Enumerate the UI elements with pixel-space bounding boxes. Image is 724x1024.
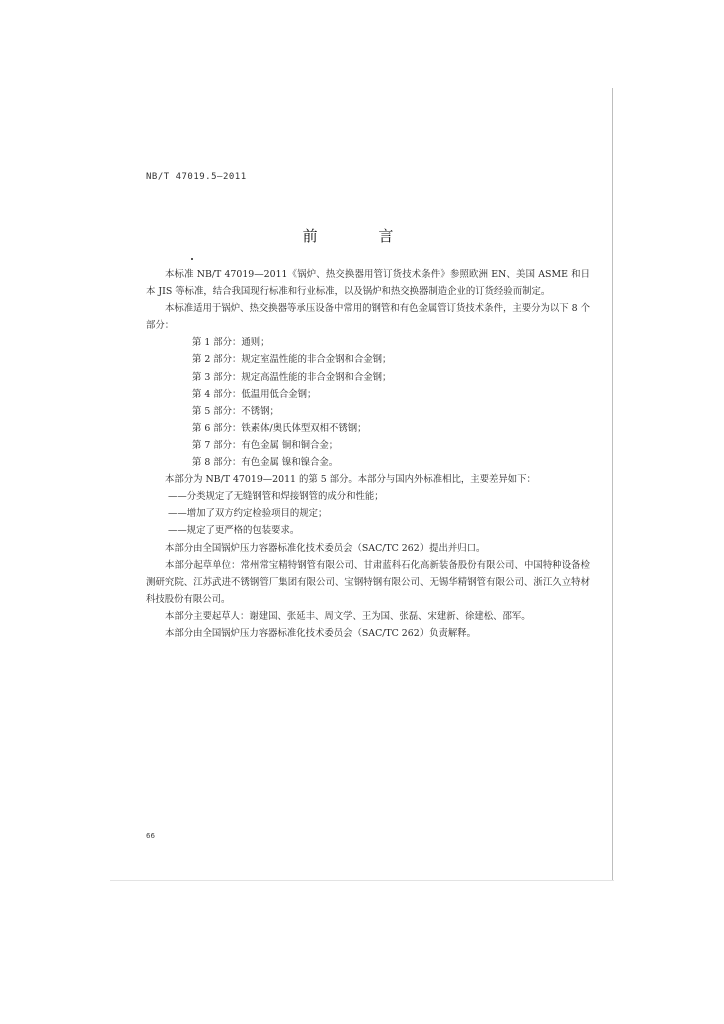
difference-item: ——分类规定了无缝钢管和焊接钢管的成分和性能；	[168, 491, 384, 503]
preface-body	[146, 266, 590, 642]
paragraph-drafters: 本部分主要起草人：谢建国、张延丰、周文学、王为国、张磊、宋建新、徐建松、邵军。	[165, 610, 531, 622]
paragraph-differences: 本部分为 NB/T 47019—2011 的第 5 部分。本部分与国内外标准相比，主要差异如下：	[165, 474, 536, 486]
part-item: 第 1 部分：通则；	[192, 337, 270, 349]
part-item: 第 3 部分：规定高温性能的非合金钢和合金钢；	[192, 371, 392, 383]
paragraph-intro: 本标准 NB/T 47019—2011《锅炉、热交换器用管订货技术条件》参照欧洲 EN、美国 ASME 和日本 JIS 等标准，结合我国现行标准和行业标准，以及锅炉和热交换器制造企业的订货经验而制定。	[146, 269, 590, 298]
paragraph-scope: 本标准适用于锅炉、热交换器等承压设备中常用的钢管和有色金属管订货技术条件，主要分为以下 8 个部分：	[146, 303, 590, 332]
page-edge-bottom	[110, 880, 614, 881]
page-number: 66	[146, 832, 155, 840]
difference-item: ——增加了双方约定检验项目的规定；	[168, 508, 328, 520]
page-title: 前 言	[302, 227, 422, 245]
page-edge-right	[612, 88, 613, 880]
part-item: 第 7 部分：有色金属 铜和铜合金；	[192, 439, 339, 451]
standard-code-header: NB/T 47019.5—2011	[146, 172, 247, 182]
part-item: 第 5 部分：不锈钢；	[192, 405, 279, 417]
stray-mark	[191, 258, 193, 260]
part-item: 第 8 部分：有色金属 镍和镍合金。	[192, 457, 339, 469]
paragraph-proposer: 本部分由全国锅炉压力容器标准化技术委员会（SAC/TC 262）提出并归口。	[165, 542, 486, 554]
paragraph-interpretation: 本部分由全国锅炉压力容器标准化技术委员会（SAC/TC 262）负责解释。	[165, 627, 476, 639]
paragraph-drafting-units: 本部分起草单位：常州常宝精特钢管有限公司、甘肃蓝科石化高新装备股份有限公司、中国特种设备检测研究院、江苏武进不锈钢管厂集团有限公司、宝钢特钢有限公司、无锡华精钢管有限公司、浙江久立特材科技股份有限公司。	[146, 559, 590, 605]
part-item: 第 6 部分：铁素体/奥氏体型双相不锈钢；	[192, 422, 367, 434]
part-item: 第 4 部分：低温用低合金钢；	[192, 388, 317, 400]
part-item: 第 2 部分：规定室温性能的非合金钢和合金钢；	[192, 354, 392, 366]
difference-item: ——规定了更严格的包装要求。	[168, 525, 300, 537]
